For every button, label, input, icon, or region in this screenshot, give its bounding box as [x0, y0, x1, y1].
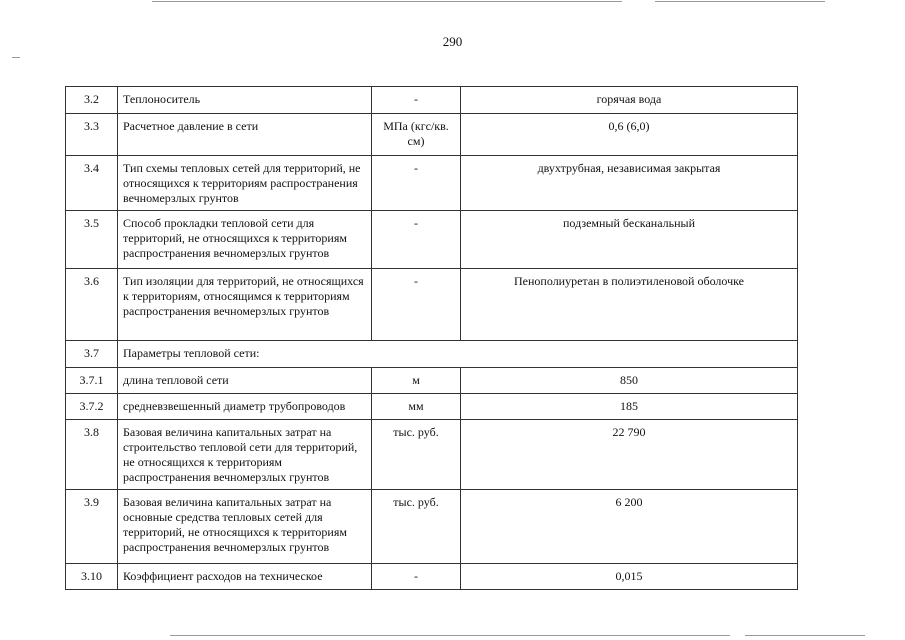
row-number: 3.6 [66, 269, 118, 341]
unit: - [372, 269, 461, 341]
unit: тыс. руб. [372, 490, 461, 564]
table-row [66, 564, 798, 590]
value: 22 790 [461, 420, 798, 490]
section-title: Параметры тепловой сети: [118, 341, 798, 368]
row-number: 3.7 [66, 341, 118, 368]
value: 6 200 [461, 490, 798, 564]
table-row [66, 87, 798, 114]
unit: - [372, 211, 461, 269]
unit: м [372, 368, 461, 394]
scan-edge-top-right [655, 1, 825, 2]
scan-edge-top [152, 1, 622, 2]
table-row [66, 420, 798, 490]
table-row [66, 490, 798, 564]
value: 185 [461, 394, 798, 420]
unit: мм [372, 394, 461, 420]
parameter-name: Расчетное давление в сети [118, 114, 372, 156]
table-row [66, 394, 798, 420]
row-number: 3.7.2 [66, 394, 118, 420]
row-number: 3.4 [66, 156, 118, 211]
scan-edge-bottom [170, 635, 730, 636]
parameter-name: Способ прокладки тепловой сети для территорий, не относящихся к территориям распространения вечномерзлых грунтов [118, 211, 372, 269]
table-row [66, 114, 798, 156]
table-row [66, 368, 798, 394]
unit: - [372, 87, 461, 114]
table-row [66, 156, 798, 211]
scan-edge-bottom-right [745, 635, 865, 636]
parameter-name: Базовая величина капитальных затрат на строительство тепловой сети для территорий, не относящихся к территориям распространения вечномерзлых грунтов [118, 420, 372, 490]
unit: - [372, 564, 461, 590]
row-number: 3.8 [66, 420, 118, 490]
parameter-name: Тип схемы тепловых сетей для территорий, не относящихся к территориям распространения вечномерзлых грунтов [118, 156, 372, 211]
unit: МПа (кгс/кв. см) [372, 114, 461, 156]
value: 0,015 [461, 564, 798, 590]
table-row [66, 211, 798, 269]
parameter-name: Коэффициент расходов на техническое [118, 564, 372, 590]
parameter-name: длина тепловой сети [118, 368, 372, 394]
parameter-name: Базовая величина капитальных затрат на основные средства тепловых сетей для территорий, не относящихся к территориям распространения вечномерзлых грунтов [118, 490, 372, 564]
value: 850 [461, 368, 798, 394]
row-number: 3.9 [66, 490, 118, 564]
scan-mark-left [12, 57, 20, 58]
page-number: 290 [442, 34, 463, 49]
row-number: 3.5 [66, 211, 118, 269]
value: горячая вода [461, 87, 798, 114]
value: 0,6 (6,0) [461, 114, 798, 156]
parameter-name: Теплоноситель [118, 87, 372, 114]
value: двухтрубная, независимая закрытая [461, 156, 798, 211]
parameters-table [65, 86, 798, 590]
unit: - [372, 156, 461, 211]
unit: тыс. руб. [372, 420, 461, 490]
parameter-name: средневзвешенный диаметр трубопроводов [118, 394, 372, 420]
table-row-section [66, 341, 798, 368]
row-number: 3.10 [66, 564, 118, 590]
table-row [66, 269, 798, 341]
row-number: 3.2 [66, 87, 118, 114]
row-number: 3.3 [66, 114, 118, 156]
parameter-name: Тип изоляции для территорий, не относящихся к территориям, относящимся к территориям распространения вечномерзлых грунтов [118, 269, 372, 341]
row-number: 3.7.1 [66, 368, 118, 394]
value: Пенополиуретан в полиэтиленовой оболочке [461, 269, 798, 341]
value: подземный бесканальный [461, 211, 798, 269]
